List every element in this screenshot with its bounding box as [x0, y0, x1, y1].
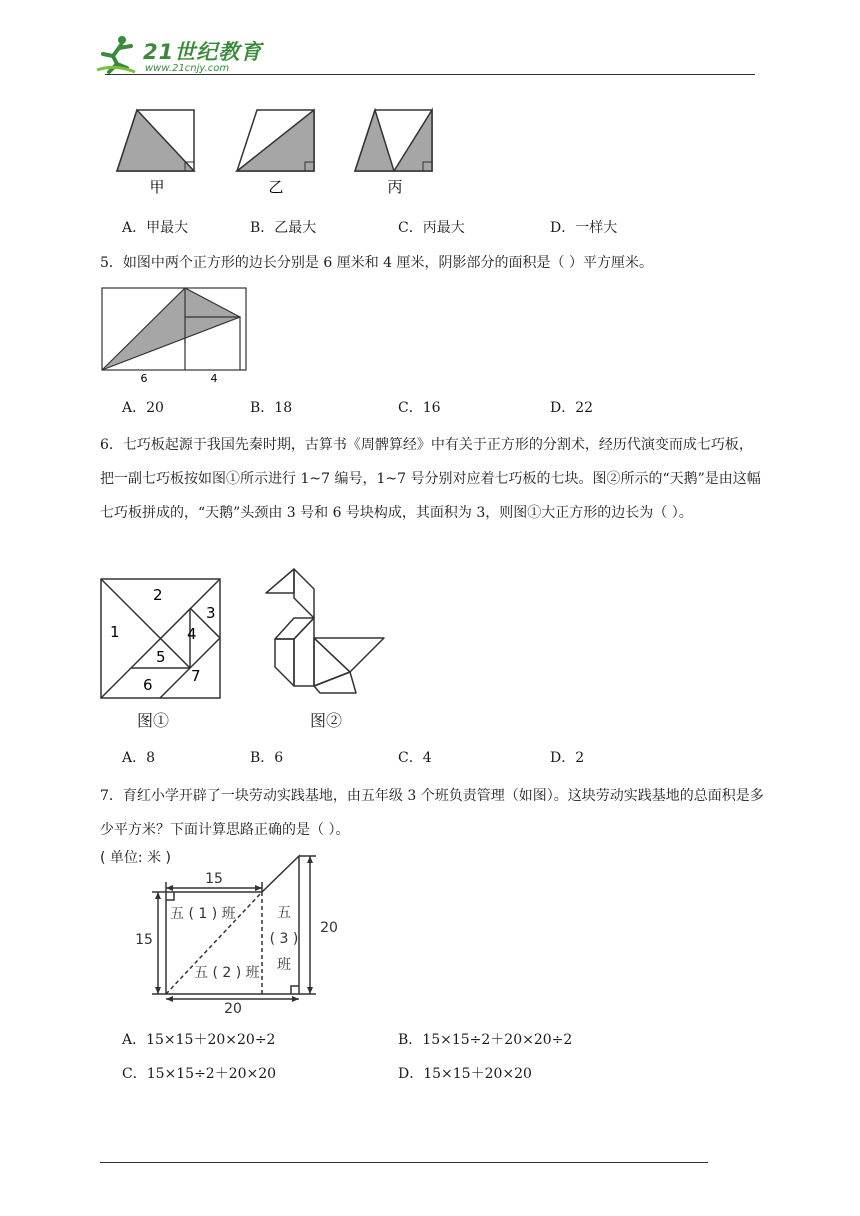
header-rule — [105, 74, 755, 75]
q4-option-b[interactable]: B．乙最大 — [250, 220, 317, 236]
q6-figure-1 — [98, 576, 224, 702]
q4-option-a[interactable]: A．甲最大 — [122, 220, 189, 236]
q6-option-c[interactable]: C．4 — [398, 750, 432, 766]
q4-shape-bing — [355, 110, 432, 171]
q7-option-b[interactable]: B．15×15÷2＋20×20÷2 — [398, 1032, 573, 1048]
q5-option-d[interactable]: D．22 — [550, 400, 594, 416]
q5-label-4: 4 — [210, 372, 218, 385]
tangram-1: 1 — [110, 623, 120, 641]
q4-label-bing: 丙 — [387, 178, 403, 196]
q5-option-b[interactable]: B．18 — [250, 400, 293, 416]
q7-class2: 五 ( 2 ) 班 — [194, 965, 260, 981]
q7-unit: ( 单位: 米 ) — [100, 850, 171, 866]
q4-option-d[interactable]: D．一样大 — [550, 220, 618, 236]
q6-fig1-caption: 图① — [137, 711, 170, 730]
footer-rule — [100, 1162, 708, 1163]
q7-figure — [128, 850, 350, 1020]
q4-option-c[interactable]: C．丙最大 — [398, 220, 465, 236]
q6-fig2-caption: 图② — [310, 711, 343, 730]
q5-stem: 5．如图中两个正方形的边长分别是 6 厘米和 4 厘米，阴影部分的面积是（ ）平方厘米。 — [100, 255, 653, 271]
q6-option-a[interactable]: A．8 — [122, 750, 156, 766]
q7-class1: 五 ( 1 ) 班 — [170, 906, 236, 922]
q7-option-d[interactable]: D．15×15＋20×20 — [398, 1066, 532, 1082]
q7-dim-right: 20 — [320, 920, 338, 936]
q7-class3-b: ( 3 ) — [269, 931, 299, 947]
q4-shape-yi — [237, 110, 314, 171]
tangram-7: 7 — [191, 667, 201, 685]
q6-stem: 6．七巧板起源于我国先秦时期，古算书《周髀算经》中有关于正方形的分割术，经历代演变而成七巧板，把一副七巧板按如图①所示进行 1~7 编号，1~7 号分别对应着七巧板的七块。图②所示的“天鹅”是由这幅七巧板拼成的，“天鹅”头颈由 3 号和 6 号块构成，其面积为 3，则图①大正方形的边长为（ ）。 — [100, 437, 761, 521]
q7-dim-bottom: 20 — [224, 1001, 242, 1017]
q7-option-c[interactable]: C．15×15÷2＋20×20 — [122, 1066, 277, 1082]
q6-option-b[interactable]: B．6 — [250, 750, 284, 766]
q6-option-d[interactable]: D．2 — [550, 750, 585, 766]
q5-figure — [96, 283, 256, 385]
tangram-3: 3 — [206, 604, 216, 622]
q7-dim-left: 15 — [135, 932, 153, 948]
tangram-6: 6 — [143, 676, 153, 694]
logo-url: www.21cnjy.com — [145, 63, 230, 74]
q5-option-c[interactable]: C．16 — [398, 400, 441, 416]
q4-figure — [110, 105, 450, 200]
q6-figure-2-swan — [260, 566, 390, 696]
q4-label-jia: 甲 — [149, 178, 165, 196]
q5-label-6: 6 — [140, 372, 148, 385]
logo-runner-icon — [95, 34, 143, 76]
q4-label-yi: 乙 — [268, 178, 284, 196]
q4-shape-jia — [117, 110, 194, 171]
q7-option-a[interactable]: A．15×15＋20×20÷2 — [122, 1032, 276, 1048]
q7-class3-c: 班 — [277, 957, 291, 973]
page-header — [95, 30, 755, 80]
q7-class3-a: 五 — [277, 905, 291, 921]
tangram-2: 2 — [153, 586, 163, 604]
tangram-4: 4 — [187, 625, 197, 643]
q7-dim-top: 15 — [205, 871, 223, 887]
logo-text: 21世纪教育 — [143, 40, 263, 64]
q7-stem: 7．育红小学开辟了一块劳动实践基地，由五年级 3 个班负责管理（如图）。这块劳动实践基地的总面积是多少平方米？下面计算思路正确的是（ ）。 — [100, 788, 764, 838]
tangram-5: 5 — [156, 648, 166, 666]
q5-option-a[interactable]: A．20 — [122, 400, 164, 416]
